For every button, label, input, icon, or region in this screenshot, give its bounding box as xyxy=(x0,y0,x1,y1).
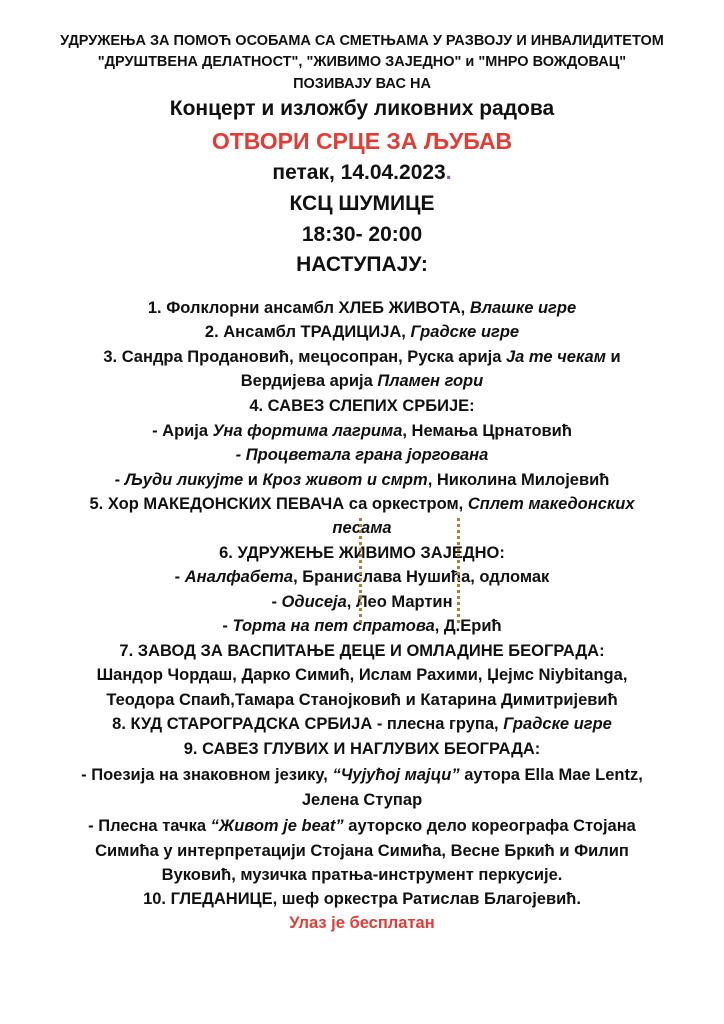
performers-heading: НАСТУПАЈУ: xyxy=(296,253,428,276)
program-item-6: 6. УДРУЖЕЊЕ ЖИВИМО ЗАЈЕДНО: xyxy=(219,544,505,562)
program-item-9-1-work: “Чујућој мајци” xyxy=(332,766,460,784)
program-item-9-1-pre: - Поезија на знаковном језику, xyxy=(81,766,333,784)
program-item-4-3-pre: - xyxy=(114,471,125,489)
program-item-9-2: Јелена Ступар xyxy=(301,791,423,809)
header-line-2: "ДРУШТВЕНА ДЕЛАТНОСТ", "ЖИВИМО ЗАЈЕДНО" и "МНРО ВОЖДОВАЦ" xyxy=(97,54,627,70)
decorative-dotted-line-left xyxy=(359,518,362,623)
program-item-2-name: 2. Ансамбл ТРАДИЦИЈА, xyxy=(204,323,411,341)
program-item-6-2-author: , Лео Мартин xyxy=(346,593,453,611)
program-item-7: 7. ЗАВОД ЗА ВАСПИТАЊЕ ДЕЦЕ И ОМЛАДИНЕ БЕОГРАДА: xyxy=(119,642,605,660)
event-title: ОТВОРИ СРЦЕ ЗА ЉУБАВ xyxy=(211,128,513,154)
header-line-1: УДРУЖЕЊА ЗА ПОМОЋ ОСОБАМА СА СМЕТЊАМА У РАЗВОЈУ И ИНВАЛИДИТЕТОМ xyxy=(60,33,664,49)
program-item-6-2-work: Одисеја xyxy=(281,593,347,611)
program-item-5-work: Сплет македонских xyxy=(467,495,635,513)
program-item-6-1-work: Аналфабета xyxy=(184,568,294,586)
event-time: 18:30- 20:00 xyxy=(301,223,423,246)
program-item-6-1-author: , Бранислава Нушића, одломак xyxy=(293,568,550,586)
program-item-8-work: Градске игре xyxy=(503,715,612,733)
program-item-4-3-and: и xyxy=(243,471,263,489)
event-venue: КСЦ ШУМИЦЕ xyxy=(289,192,435,215)
program-item-8 xyxy=(0,713,724,735)
program-item-5 xyxy=(0,493,724,515)
program-item-9: 9. САВЕЗ ГЛУВИХ И НАГЛУВИХ БЕОГРАДА: xyxy=(183,740,541,758)
event-date-text: петак, 14.04.2023 xyxy=(272,161,446,184)
program-item-4: 4. САВЕЗ СЛЕПИХ СРБИЈЕ: xyxy=(249,397,475,415)
program-item-6-2-pre: - xyxy=(271,593,282,611)
header-line-3: ПОЗИВАЈУ ВАС НА xyxy=(293,76,431,92)
program-item-1 xyxy=(0,297,724,319)
program-item-3-and: и xyxy=(605,348,621,366)
program-item-4-2: - Процветала грана јоргована xyxy=(235,446,489,464)
program-item-6-1-pre: - xyxy=(174,568,185,586)
program-item-3-work-2: Пламен гори xyxy=(377,372,484,390)
event-subtitle: Концерт и изложбу ликовних радова xyxy=(169,97,555,120)
program-item-9-3-work: “Живот је beat” xyxy=(210,817,344,835)
program-item-7-names-2: Теодора Спаић,Тамара Станојковић и Катарина Димитријевић xyxy=(106,691,618,709)
program-item-4-1-performer: , Немања Црнатовић xyxy=(402,422,572,440)
program-item-4-1 xyxy=(0,420,724,442)
program-item-4-1-work: Уна фортима лагрима xyxy=(212,422,403,440)
free-entry-note: Улаз је бесплатан xyxy=(289,914,435,932)
program-item-3-work: Ја те чекам xyxy=(506,348,606,366)
decorative-dotted-line-right xyxy=(457,518,460,623)
program-item-6-3-pre: - xyxy=(222,617,233,635)
program-item-9-1-author: аутора Ella Mae Lentz, xyxy=(459,766,643,784)
program-item-4-3-work-2: Кроз живот и смрт xyxy=(262,471,428,489)
program-item-6-1 xyxy=(0,566,724,588)
program-item-9-5: Вуковић, музичка пратња-инструмент перкусије. xyxy=(161,866,563,884)
program-item-9-3-pre: - Плесна тачка xyxy=(88,817,211,835)
program-item-9-4: Симића у интерпретацији Стојана Симића, Весне Бркић и Филип xyxy=(95,842,629,860)
program-item-3-cont xyxy=(0,370,724,392)
program-item-10: 10. ГЛЕДАНИЦЕ, шеф оркестра Ратислав Благојевић. xyxy=(143,890,581,908)
program-item-3-name: 3. Сандра Продановић, мецосопран, Руска арија xyxy=(103,348,506,366)
event-date-dot: . xyxy=(445,161,452,184)
program-item-4-3 xyxy=(0,469,724,491)
program-item-2-work: Градске игре xyxy=(410,323,520,341)
program-item-6-3 xyxy=(0,615,724,637)
program-item-1-work: Влашке игре xyxy=(469,299,577,317)
program-item-9-3 xyxy=(0,815,724,837)
program-item-3 xyxy=(0,346,724,368)
program-item-6-2 xyxy=(0,591,724,613)
program-item-4-3-performer: , Николина Милојевић xyxy=(427,471,610,489)
event-date xyxy=(0,160,724,186)
program-item-7-names-1: Шандор Чордаш, Дарко Симић, Ислам Рахими, Џејмс Niybitanga, xyxy=(96,666,628,684)
program-item-4-3-work-1: Људи ликујте xyxy=(124,471,244,489)
program-item-5-name: 5. Хор МАКЕДОНСКИХ ПЕВАЧА са оркестром, xyxy=(89,495,468,513)
program-item-6-3-author: , Д.Ерић xyxy=(434,617,502,635)
program-item-9-3-desc: ауторско дело кореографа Стојана xyxy=(343,817,636,835)
program-item-4-1-pre: - Арија xyxy=(152,422,213,440)
program-item-3-aria: Вердијева арија xyxy=(240,372,378,390)
program-item-8-name: 8. КУД СТАРОГРАДСКА СРБИЈА - плесна група, xyxy=(112,715,504,733)
program-item-9-1 xyxy=(0,764,724,786)
program-item-5-cont: песама xyxy=(332,519,392,537)
program-item-6-3-work: Торта на пет спратова xyxy=(232,617,435,635)
program-item-1-name: 1. Фолклорни ансамбл ХЛЕБ ЖИВОТА, xyxy=(147,299,470,317)
program-item-2 xyxy=(0,321,724,343)
